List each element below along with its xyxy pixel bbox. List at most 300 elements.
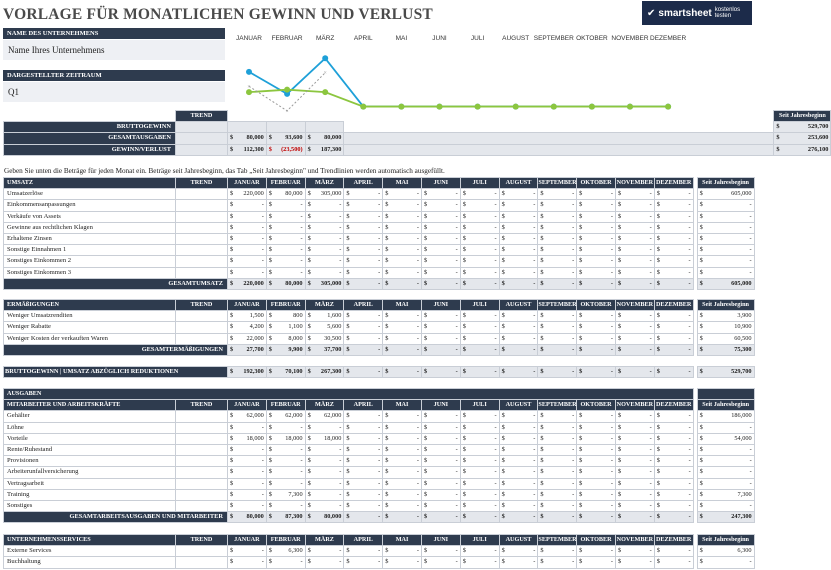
month-value-cell[interactable]	[460, 189, 499, 200]
month-value-cell[interactable]	[460, 311, 499, 322]
month-value-cell[interactable]	[460, 478, 499, 489]
month-value-cell[interactable]	[499, 267, 538, 278]
month-value-cell[interactable]	[383, 489, 422, 500]
month-value-cell[interactable]	[460, 322, 499, 333]
month-value-cell[interactable]	[421, 245, 460, 256]
row-label[interactable]: Einkommensanpassungen	[4, 200, 176, 211]
month-value-cell[interactable]	[460, 489, 499, 500]
month-value-cell[interactable]	[344, 245, 383, 256]
month-value-cell[interactable]	[654, 278, 693, 289]
month-value-cell[interactable]	[460, 200, 499, 211]
month-value-cell[interactable]	[499, 456, 538, 467]
row-label[interactable]: Vorteile	[4, 433, 176, 444]
month-value-cell[interactable]	[538, 344, 577, 355]
month-value-cell[interactable]	[654, 367, 693, 378]
month-value-cell[interactable]	[654, 256, 693, 267]
month-value-cell[interactable]	[344, 278, 383, 289]
month-value-cell[interactable]	[421, 311, 460, 322]
company-name-field[interactable]: Name Ihres Unternehmens	[3, 40, 225, 60]
month-value-cell[interactable]	[654, 200, 693, 211]
month-value-cell[interactable]	[383, 189, 422, 200]
month-value-cell[interactable]	[305, 333, 344, 344]
month-value-cell[interactable]	[654, 322, 693, 333]
month-value-cell[interactable]	[654, 478, 693, 489]
month-value-cell[interactable]	[266, 557, 305, 568]
month-value-cell[interactable]	[577, 367, 616, 378]
month-value-cell[interactable]	[228, 456, 267, 467]
month-value-cell[interactable]	[344, 222, 383, 233]
month-value-cell[interactable]	[228, 444, 267, 455]
month-value-cell[interactable]	[344, 311, 383, 322]
row-label[interactable]: Sonstiges	[4, 500, 176, 511]
month-value-cell[interactable]	[577, 267, 616, 278]
month-value-cell[interactable]	[228, 512, 267, 523]
month-value-cell[interactable]	[654, 222, 693, 233]
month-value-cell[interactable]	[460, 433, 499, 444]
month-value-cell[interactable]	[383, 311, 422, 322]
month-value-cell[interactable]	[383, 557, 422, 568]
month-value-cell[interactable]	[538, 489, 577, 500]
month-value-cell[interactable]	[228, 311, 267, 322]
month-value-cell[interactable]	[344, 211, 383, 222]
month-value-cell[interactable]	[577, 189, 616, 200]
month-value-cell[interactable]	[305, 546, 344, 557]
month-value-cell[interactable]	[460, 422, 499, 433]
month-value-cell[interactable]	[421, 322, 460, 333]
month-value-cell[interactable]	[344, 233, 383, 244]
month-value-cell[interactable]	[344, 256, 383, 267]
month-value-cell[interactable]	[344, 433, 383, 444]
month-value-cell[interactable]	[538, 211, 577, 222]
month-value-cell[interactable]	[538, 546, 577, 557]
month-value-cell[interactable]	[305, 344, 344, 355]
month-value-cell[interactable]	[305, 256, 344, 267]
month-value-cell[interactable]	[577, 344, 616, 355]
month-value-cell[interactable]	[266, 311, 305, 322]
month-value-cell[interactable]	[615, 233, 654, 244]
month-value-cell[interactable]	[615, 189, 654, 200]
month-value-cell[interactable]	[615, 478, 654, 489]
month-value-cell[interactable]	[266, 344, 305, 355]
month-value-cell[interactable]	[383, 233, 422, 244]
month-value-cell[interactable]	[228, 233, 267, 244]
month-value-cell[interactable]	[383, 245, 422, 256]
month-value-cell[interactable]	[499, 333, 538, 344]
month-value-cell[interactable]	[266, 267, 305, 278]
month-value-cell[interactable]	[499, 557, 538, 568]
month-value-cell[interactable]	[538, 278, 577, 289]
month-value-cell[interactable]	[305, 489, 344, 500]
month-value-cell[interactable]	[538, 333, 577, 344]
month-value-cell[interactable]	[344, 489, 383, 500]
month-value-cell[interactable]	[266, 256, 305, 267]
month-value-cell[interactable]	[344, 557, 383, 568]
month-value-cell[interactable]	[615, 512, 654, 523]
month-value-cell[interactable]	[266, 333, 305, 344]
month-value-cell[interactable]	[654, 267, 693, 278]
month-value-cell[interactable]	[577, 557, 616, 568]
month-value-cell[interactable]	[538, 233, 577, 244]
month-value-cell[interactable]	[228, 411, 267, 422]
month-value-cell[interactable]	[460, 278, 499, 289]
month-value-cell[interactable]	[499, 278, 538, 289]
month-value-cell[interactable]	[421, 411, 460, 422]
month-value-cell[interactable]	[577, 467, 616, 478]
month-value-cell[interactable]	[228, 367, 267, 378]
month-value-cell[interactable]	[538, 500, 577, 511]
month-value-cell[interactable]	[499, 200, 538, 211]
month-value-cell[interactable]	[577, 245, 616, 256]
month-value-cell[interactable]	[266, 512, 305, 523]
month-value-cell[interactable]	[499, 311, 538, 322]
month-value-cell[interactable]	[499, 344, 538, 355]
month-value-cell[interactable]	[538, 267, 577, 278]
month-value-cell[interactable]	[654, 557, 693, 568]
month-value-cell[interactable]	[460, 211, 499, 222]
month-value-cell[interactable]	[460, 512, 499, 523]
month-value-cell[interactable]	[228, 256, 267, 267]
row-label[interactable]: Provisionen	[4, 456, 176, 467]
month-value-cell[interactable]	[228, 489, 267, 500]
row-label[interactable]: Training	[4, 489, 176, 500]
month-value-cell[interactable]	[383, 500, 422, 511]
month-value-cell[interactable]	[499, 189, 538, 200]
month-value-cell[interactable]	[538, 467, 577, 478]
month-value-cell[interactable]	[344, 200, 383, 211]
month-value-cell[interactable]	[421, 489, 460, 500]
month-value-cell[interactable]	[344, 444, 383, 455]
month-value-cell[interactable]	[654, 500, 693, 511]
month-value-cell[interactable]	[228, 422, 267, 433]
month-value-cell[interactable]	[266, 546, 305, 557]
month-value-cell[interactable]	[460, 222, 499, 233]
month-value-cell[interactable]	[615, 222, 654, 233]
month-value-cell[interactable]	[305, 467, 344, 478]
month-value-cell[interactable]	[305, 411, 344, 422]
month-value-cell[interactable]	[460, 367, 499, 378]
month-value-cell[interactable]	[383, 322, 422, 333]
month-value-cell[interactable]	[344, 512, 383, 523]
month-value-cell[interactable]	[266, 200, 305, 211]
month-value-cell[interactable]	[383, 546, 422, 557]
month-value-cell[interactable]	[499, 422, 538, 433]
month-value-cell[interactable]	[383, 367, 422, 378]
row-label[interactable]: Erhaltene Zinsen	[4, 233, 176, 244]
month-value-cell[interactable]	[383, 200, 422, 211]
month-value-cell[interactable]	[266, 322, 305, 333]
month-value-cell[interactable]	[615, 500, 654, 511]
month-value-cell[interactable]	[305, 512, 344, 523]
month-value-cell[interactable]	[305, 267, 344, 278]
month-value-cell[interactable]	[577, 411, 616, 422]
month-value-cell[interactable]	[305, 456, 344, 467]
row-label[interactable]: Weniger Umsatzrenditen	[4, 311, 176, 322]
month-value-cell[interactable]	[266, 245, 305, 256]
smartsheet-banner[interactable]	[642, 1, 752, 25]
month-value-cell[interactable]	[615, 367, 654, 378]
period-field[interactable]: Q1	[3, 82, 225, 102]
month-value-cell[interactable]	[615, 467, 654, 478]
month-value-cell[interactable]	[344, 267, 383, 278]
month-value-cell[interactable]	[421, 512, 460, 523]
month-value-cell[interactable]	[421, 222, 460, 233]
month-value-cell[interactable]	[460, 500, 499, 511]
month-value-cell[interactable]	[654, 467, 693, 478]
month-value-cell[interactable]	[421, 444, 460, 455]
month-value-cell[interactable]	[266, 367, 305, 378]
month-value-cell[interactable]	[344, 478, 383, 489]
row-label[interactable]: Rente/Ruhestand	[4, 444, 176, 455]
month-value-cell[interactable]	[577, 422, 616, 433]
month-value-cell[interactable]	[499, 411, 538, 422]
month-value-cell[interactable]	[383, 267, 422, 278]
month-value-cell[interactable]	[499, 500, 538, 511]
month-value-cell[interactable]	[228, 467, 267, 478]
month-value-cell[interactable]	[266, 489, 305, 500]
month-value-cell[interactable]	[654, 411, 693, 422]
month-value-cell[interactable]	[577, 512, 616, 523]
month-value-cell[interactable]	[421, 422, 460, 433]
month-value-cell[interactable]	[654, 512, 693, 523]
month-value-cell[interactable]	[305, 189, 344, 200]
month-value-cell[interactable]	[421, 557, 460, 568]
month-value-cell[interactable]	[383, 467, 422, 478]
month-value-cell[interactable]	[615, 433, 654, 444]
month-value-cell[interactable]	[577, 546, 616, 557]
month-value-cell[interactable]	[228, 433, 267, 444]
month-value-cell[interactable]	[654, 311, 693, 322]
month-value-cell[interactable]	[305, 211, 344, 222]
month-value-cell[interactable]	[266, 456, 305, 467]
row-label[interactable]: Sonstiges Einkommen 2	[4, 256, 176, 267]
month-value-cell[interactable]	[577, 311, 616, 322]
month-value-cell[interactable]	[266, 411, 305, 422]
month-value-cell[interactable]	[538, 189, 577, 200]
month-value-cell[interactable]	[460, 333, 499, 344]
month-value-cell[interactable]	[305, 478, 344, 489]
month-value-cell[interactable]	[654, 422, 693, 433]
month-value-cell[interactable]	[266, 278, 305, 289]
month-value-cell[interactable]	[383, 278, 422, 289]
month-value-cell[interactable]	[654, 211, 693, 222]
month-value-cell[interactable]	[499, 233, 538, 244]
month-value-cell[interactable]	[615, 267, 654, 278]
month-value-cell[interactable]	[577, 456, 616, 467]
month-value-cell[interactable]	[615, 256, 654, 267]
month-value-cell[interactable]	[577, 233, 616, 244]
month-value-cell[interactable]	[615, 278, 654, 289]
month-value-cell[interactable]	[228, 245, 267, 256]
month-value-cell[interactable]	[383, 211, 422, 222]
month-value-cell[interactable]	[228, 322, 267, 333]
month-value-cell[interactable]	[421, 467, 460, 478]
month-value-cell[interactable]	[460, 256, 499, 267]
row-label[interactable]: Löhne	[4, 422, 176, 433]
month-value-cell[interactable]	[538, 367, 577, 378]
month-value-cell[interactable]	[577, 256, 616, 267]
row-label[interactable]: Umsatzerlöse	[4, 189, 176, 200]
month-value-cell[interactable]	[421, 267, 460, 278]
month-value-cell[interactable]	[538, 245, 577, 256]
month-value-cell[interactable]	[228, 344, 267, 355]
month-value-cell[interactable]	[499, 256, 538, 267]
month-value-cell[interactable]	[654, 489, 693, 500]
month-value-cell[interactable]	[538, 478, 577, 489]
month-value-cell[interactable]	[421, 433, 460, 444]
month-value-cell[interactable]	[305, 444, 344, 455]
month-value-cell[interactable]	[421, 200, 460, 211]
month-value-cell[interactable]	[615, 557, 654, 568]
month-value-cell[interactable]	[305, 500, 344, 511]
month-value-cell[interactable]	[383, 333, 422, 344]
month-value-cell[interactable]	[460, 546, 499, 557]
row-label[interactable]: Sonstiges Einkommen 3	[4, 267, 176, 278]
month-value-cell[interactable]	[266, 189, 305, 200]
month-value-cell[interactable]	[615, 311, 654, 322]
month-value-cell[interactable]	[577, 489, 616, 500]
month-value-cell[interactable]	[499, 478, 538, 489]
month-value-cell[interactable]	[615, 444, 654, 455]
month-value-cell[interactable]	[266, 422, 305, 433]
month-value-cell[interactable]	[654, 233, 693, 244]
month-value-cell[interactable]	[421, 333, 460, 344]
month-value-cell[interactable]	[344, 546, 383, 557]
month-value-cell[interactable]	[499, 367, 538, 378]
month-value-cell[interactable]	[499, 546, 538, 557]
month-value-cell[interactable]	[460, 233, 499, 244]
month-value-cell[interactable]	[344, 456, 383, 467]
month-value-cell[interactable]	[344, 344, 383, 355]
month-value-cell[interactable]	[460, 267, 499, 278]
month-value-cell[interactable]	[615, 489, 654, 500]
month-value-cell[interactable]	[228, 222, 267, 233]
month-value-cell[interactable]	[460, 344, 499, 355]
month-value-cell[interactable]	[577, 478, 616, 489]
month-value-cell[interactable]	[577, 444, 616, 455]
month-value-cell[interactable]	[344, 467, 383, 478]
month-value-cell[interactable]	[383, 433, 422, 444]
month-value-cell[interactable]	[499, 322, 538, 333]
month-value-cell[interactable]	[654, 456, 693, 467]
month-value-cell[interactable]	[305, 433, 344, 444]
row-label[interactable]: Gehälter	[4, 411, 176, 422]
month-value-cell[interactable]	[305, 322, 344, 333]
month-value-cell[interactable]	[538, 200, 577, 211]
month-value-cell[interactable]	[421, 478, 460, 489]
month-value-cell[interactable]	[421, 278, 460, 289]
month-value-cell[interactable]	[615, 456, 654, 467]
row-label[interactable]: Vertragsarbeit	[4, 478, 176, 489]
row-label[interactable]: Sonstige Einnahmen 1	[4, 245, 176, 256]
month-value-cell[interactable]	[344, 367, 383, 378]
month-value-cell[interactable]	[344, 422, 383, 433]
row-label[interactable]: Arbeiterunfallversicherung	[4, 467, 176, 478]
month-value-cell[interactable]	[538, 433, 577, 444]
month-value-cell[interactable]	[266, 478, 305, 489]
month-value-cell[interactable]	[460, 557, 499, 568]
month-value-cell[interactable]	[460, 444, 499, 455]
month-value-cell[interactable]	[383, 422, 422, 433]
month-value-cell[interactable]	[460, 467, 499, 478]
month-value-cell[interactable]	[577, 322, 616, 333]
month-value-cell[interactable]	[538, 444, 577, 455]
month-value-cell[interactable]	[538, 422, 577, 433]
month-value-cell[interactable]	[344, 411, 383, 422]
month-value-cell[interactable]	[615, 211, 654, 222]
month-value-cell[interactable]	[228, 189, 267, 200]
month-value-cell[interactable]	[499, 245, 538, 256]
month-value-cell[interactable]	[538, 256, 577, 267]
month-value-cell[interactable]	[577, 222, 616, 233]
month-value-cell[interactable]	[615, 344, 654, 355]
month-value-cell[interactable]	[577, 333, 616, 344]
month-value-cell[interactable]	[615, 333, 654, 344]
month-value-cell[interactable]	[421, 189, 460, 200]
month-value-cell[interactable]	[383, 444, 422, 455]
month-value-cell[interactable]	[499, 433, 538, 444]
month-value-cell[interactable]	[305, 233, 344, 244]
month-value-cell[interactable]	[344, 189, 383, 200]
month-value-cell[interactable]	[654, 189, 693, 200]
month-value-cell[interactable]	[615, 422, 654, 433]
month-value-cell[interactable]	[460, 456, 499, 467]
month-value-cell[interactable]	[538, 222, 577, 233]
month-value-cell[interactable]	[383, 222, 422, 233]
row-label[interactable]: Weniger Kosten der verkauften Waren	[4, 333, 176, 344]
month-value-cell[interactable]	[538, 512, 577, 523]
month-value-cell[interactable]	[228, 211, 267, 222]
month-value-cell[interactable]	[383, 456, 422, 467]
month-value-cell[interactable]	[499, 512, 538, 523]
row-label[interactable]: Buchhaltung	[4, 557, 176, 568]
month-value-cell[interactable]	[228, 546, 267, 557]
month-value-cell[interactable]	[266, 444, 305, 455]
month-value-cell[interactable]	[421, 233, 460, 244]
month-value-cell[interactable]	[228, 500, 267, 511]
month-value-cell[interactable]	[538, 411, 577, 422]
month-value-cell[interactable]	[577, 433, 616, 444]
month-value-cell[interactable]	[383, 478, 422, 489]
month-value-cell[interactable]	[654, 546, 693, 557]
month-value-cell[interactable]	[383, 256, 422, 267]
month-value-cell[interactable]	[615, 411, 654, 422]
month-value-cell[interactable]	[615, 200, 654, 211]
month-value-cell[interactable]	[538, 311, 577, 322]
month-value-cell[interactable]	[654, 444, 693, 455]
month-value-cell[interactable]	[228, 267, 267, 278]
month-value-cell[interactable]	[499, 444, 538, 455]
row-label[interactable]: Externe Services	[4, 546, 176, 557]
month-value-cell[interactable]	[305, 557, 344, 568]
month-value-cell[interactable]	[654, 333, 693, 344]
month-value-cell[interactable]	[383, 512, 422, 523]
month-value-cell[interactable]	[344, 333, 383, 344]
month-value-cell[interactable]	[460, 411, 499, 422]
month-value-cell[interactable]	[499, 222, 538, 233]
month-value-cell[interactable]	[266, 233, 305, 244]
month-value-cell[interactable]	[499, 211, 538, 222]
month-value-cell[interactable]	[344, 322, 383, 333]
row-label[interactable]: Gewinne aus rechtlichen Klagen	[4, 222, 176, 233]
month-value-cell[interactable]	[228, 333, 267, 344]
month-value-cell[interactable]	[577, 278, 616, 289]
month-value-cell[interactable]	[344, 500, 383, 511]
month-value-cell[interactable]	[460, 245, 499, 256]
month-value-cell[interactable]	[654, 433, 693, 444]
month-value-cell[interactable]	[615, 546, 654, 557]
month-value-cell[interactable]	[615, 322, 654, 333]
month-value-cell[interactable]	[266, 433, 305, 444]
